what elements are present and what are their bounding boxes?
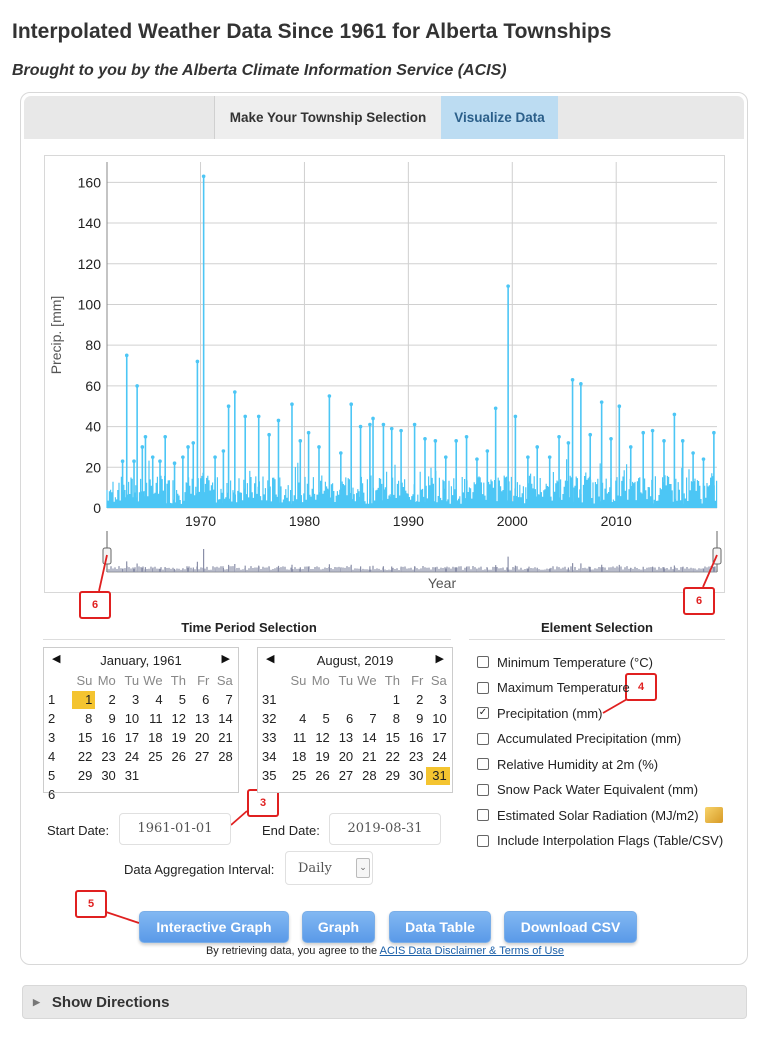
prev-month-button[interactable]: ◀ [266,653,275,665]
calendar-day[interactable]: 12 [171,711,186,726]
tab-visualize-data[interactable]: Visualize Data [441,96,558,139]
weekday-header: Mo [97,673,116,688]
x-tick-label: 1980 [288,513,321,529]
calendar-day[interactable]: 19 [171,730,186,745]
weekday-header: We [357,673,377,688]
calendar-day[interactable]: 16 [101,730,116,745]
calendar-day[interactable]: 29 [385,768,400,783]
aggregation-value: Daily [298,860,332,876]
next-month-button[interactable]: ▶ [221,653,230,665]
calendar-empty-cell [189,786,212,804]
callout-4: 4 [625,673,657,701]
weekday-header: Tu [124,673,140,688]
end-date-input[interactable]: 2019-08-31 [329,813,441,845]
week-number: 3 [48,730,56,745]
calendar-day[interactable]: 31 [124,768,140,783]
week-number: 32 [262,711,277,726]
calendar-day[interactable]: 14 [362,730,377,745]
calendar-day[interactable]: 25 [148,749,163,764]
calendar-day[interactable]: 7 [225,692,233,707]
calendar-header [44,648,238,672]
calendar-day[interactable]: 22 [385,749,400,764]
week-number: 33 [262,730,277,745]
calendar-day[interactable]: 11 [149,711,163,726]
week-number: 35 [262,768,277,783]
calendar-day[interactable]: 2 [416,692,424,707]
interactive-graph-button[interactable]: Interactive Graph [139,911,289,943]
week-number: 31 [262,692,277,707]
callout-3-arrow [231,811,247,825]
y-tick-label: 40 [85,418,101,435]
calendar-empty-cell [356,691,379,709]
y-tick-label: 120 [77,255,101,272]
x-tick-label: 2010 [600,513,632,529]
y-tick-label: 0 [93,500,101,516]
calendar-day[interactable]: 21 [362,749,377,764]
calendar-month-label: January, 1961 [100,652,182,668]
calendar-day[interactable]: 26 [171,749,186,764]
week-number-header [46,672,72,690]
calendar-empty-cell [166,786,189,804]
weekday-header: Fr [411,673,424,688]
callout-6-right-arrow [703,555,717,587]
element-option[interactable] [477,730,681,748]
week-number: 4 [48,749,56,764]
calendar-day[interactable]: 10 [432,711,447,726]
calendar-day[interactable]: 1 [72,691,95,709]
calendar-day[interactable]: 31 [426,767,449,785]
element-checkbox[interactable] [477,733,489,745]
chevron-down-icon[interactable]: ⌄ [356,858,370,878]
calendar-empty-cell [142,767,165,785]
calendar-empty-cell [166,767,189,785]
calendar-day[interactable]: 23 [408,749,424,764]
expand-arrow-icon: ▶ [33,996,40,1007]
calendar-day[interactable]: 28 [362,768,377,783]
start-date-input[interactable]: 1961-01-01 [119,813,231,845]
calendar-day[interactable]: 3 [439,692,447,707]
week-number: 2 [48,711,56,726]
weekday-header: Fr [197,673,210,688]
calendar-day[interactable]: 8 [85,711,93,726]
element-checkbox[interactable] [477,656,489,668]
calendar-empty-cell [72,786,95,804]
x-tick-label: 2000 [496,513,528,529]
calendar-empty-cell [95,786,118,804]
end-date-label: End Date: [262,823,320,838]
callout-6-left-arrow [99,555,107,591]
y-tick-label: 80 [85,337,101,354]
aggregation-label: Data Aggregation Interval: [124,862,275,877]
element-label: Minimum Temperature (°C) [497,654,653,670]
calendar-day[interactable]: 24 [432,749,447,764]
end-date-calendar[interactable] [257,647,453,793]
week-number: 1 [48,692,56,707]
calendar-day[interactable]: 1 [392,692,400,707]
weekday-header: Su [76,673,93,688]
calendar-day[interactable]: 25 [291,768,307,783]
calendar-empty-cell [189,767,212,785]
weekday-header: Su [290,673,307,688]
main-panel [20,92,748,965]
calendar-day[interactable]: 18 [148,730,163,745]
calendar-empty-cell [212,767,235,785]
calendar-day[interactable]: 3 [131,692,140,707]
disclaimer-link[interactable]: ACIS Data Disclaimer & Terms of Use [379,945,565,957]
calendar-day[interactable]: 27 [194,749,210,764]
calendar-empty-cell [212,786,235,804]
calendar-header [258,648,452,672]
element-option[interactable] [477,653,653,671]
weekday-header: Mo [311,673,330,688]
calendar-day[interactable]: 16 [408,730,424,745]
page-title: Interpolated Weather Data Since 1961 for Alberta Townships [12,20,612,43]
calendar-grid [260,672,450,785]
element-label: Relative Humidity at 2m (%) [497,756,659,772]
element-checkbox[interactable] [477,682,489,694]
week-number-header [260,672,286,690]
calendar-day[interactable]: 9 [108,711,116,726]
calendar-grid [46,672,236,804]
element-option[interactable] [477,832,723,850]
calendar-day[interactable]: 2 [108,692,116,707]
calendar-empty-cell [309,691,332,709]
weekday-header: Sa [216,673,233,688]
x-tick-label: 1970 [184,513,217,529]
calendar-day[interactable]: 13 [338,730,354,745]
weekday-header: Tu [338,673,354,688]
calendar-day[interactable]: 22 [77,749,93,764]
calendar-empty-cell [142,786,165,804]
show-directions-toggle[interactable] [22,985,747,1019]
disclaimer-prefix: By retrieving data, you agree to the [205,945,380,957]
weekday-header: Th [170,673,186,688]
element-checkbox[interactable] [477,809,489,821]
calendar-day[interactable]: 29 [77,768,93,783]
calendar-day[interactable]: 24 [124,749,140,764]
calendar-day[interactable]: 30 [101,768,116,783]
element-checkbox[interactable] [477,835,489,847]
week-number: 6 [48,787,56,802]
calendar-day[interactable]: 12 [315,730,330,745]
calendar-day[interactable]: 17 [124,730,140,745]
calendar-day[interactable]: 20 [338,749,354,764]
element-selection-divider [469,639,725,640]
calendar-day[interactable]: 5 [178,692,186,707]
time-period-divider [43,639,451,640]
calendar-day[interactable]: 21 [218,730,233,745]
element-label: Accumulated Precipitation (mm) [497,731,682,746]
calendar-day[interactable]: 19 [315,749,330,764]
element-checkbox[interactable]: ✓ [478,707,488,718]
calendar-day[interactable]: 27 [338,768,354,783]
element-label: Precipitation (mm) [497,705,603,721]
callout-6-right: 6 [683,587,715,615]
element-option[interactable] [477,679,630,697]
calendar-day[interactable]: 23 [101,749,116,764]
weekday-header: Sa [430,673,447,688]
start-date-calendar[interactable] [43,647,239,802]
callout-5: 5 [75,890,107,918]
calendar-day[interactable]: 15 [385,730,400,745]
solar-info-icon[interactable] [705,807,723,823]
element-label: Maximum Temperature [497,680,630,695]
calendar-day[interactable]: 8 [392,711,400,726]
callout-6-left: 6 [79,591,111,619]
prev-month-button[interactable]: ◀ [52,653,61,665]
element-selection-heading: Element Selection [541,620,653,635]
calendar-day[interactable]: 6 [345,711,354,726]
calendar-day[interactable]: 11 [292,730,307,745]
calendar-day[interactable]: 4 [155,692,163,707]
download-csv-button[interactable]: Download CSV [504,911,637,943]
time-period-heading: Time Period Selection [181,620,317,635]
element-option[interactable] [477,755,658,773]
calendar-day[interactable]: 7 [369,711,377,726]
calendar-day[interactable]: 28 [218,749,233,764]
calendar-empty-cell [286,691,309,709]
calendar-day[interactable]: 17 [432,730,447,745]
y-tick-label: 20 [85,459,101,476]
disclaimer-text [21,945,749,957]
y-tick-label: 160 [77,174,101,191]
callout-5-arrow [103,911,139,923]
next-month-button[interactable]: ▶ [435,653,444,665]
calendar-day[interactable]: 26 [315,768,330,783]
graph-button[interactable]: Graph [302,911,375,943]
y-tick-label: 60 [85,377,101,394]
weekday-header: We [143,673,163,688]
calendar-month-label: August, 2019 [316,652,394,668]
calendar-day[interactable]: 13 [194,711,210,726]
element-checkbox[interactable] [477,784,489,796]
element-checkbox[interactable] [477,758,489,770]
element-option[interactable] [477,704,602,722]
callout-3: 3 [247,789,279,817]
start-date-label: Start Date: [47,823,110,838]
show-directions-label: Show Directions [51,993,170,1011]
calendar-day[interactable]: 15 [77,730,93,745]
calendar-day[interactable]: 18 [291,749,307,764]
y-tick-label: 140 [77,215,101,232]
calendar-day[interactable]: 14 [218,711,233,726]
week-number: 5 [48,768,56,783]
page-subtitle: Brought to you by the Alberta Climate Information Service (ACIS) [12,62,507,79]
tab-township-selection[interactable]: Make Your Township Selection [214,96,441,139]
calendar-day[interactable]: 9 [416,711,424,726]
weekday-header: Th [384,673,400,688]
y-tick-label: 100 [77,296,101,313]
element-label: Snow Pack Water Equivalent (mm) [497,782,699,797]
aggregation-select[interactable] [285,851,373,885]
element-label: Estimated Solar Radiation (MJ/m2) [497,807,699,823]
calendar-day[interactable]: 4 [299,711,307,726]
y-axis-label: Precip. [mm] [48,295,64,375]
calendar-day[interactable]: 5 [322,711,330,726]
element-option[interactable] [477,781,698,799]
week-number: 34 [262,749,277,764]
calendar-day[interactable]: 20 [194,730,210,745]
element-option[interactable] [477,806,723,824]
element-label: Include Interpolation Flags (Table/CSV) [497,833,724,848]
data-table-button[interactable]: Data Table [389,911,491,943]
calendar-empty-cell [119,786,142,804]
calendar-empty-cell [333,691,356,709]
calendar-day[interactable]: 30 [408,768,424,783]
x-axis-label: Year [427,575,457,591]
calendar-day[interactable]: 6 [202,692,210,707]
x-tick-label: 1990 [392,513,424,529]
calendar-day[interactable]: 10 [124,711,140,726]
